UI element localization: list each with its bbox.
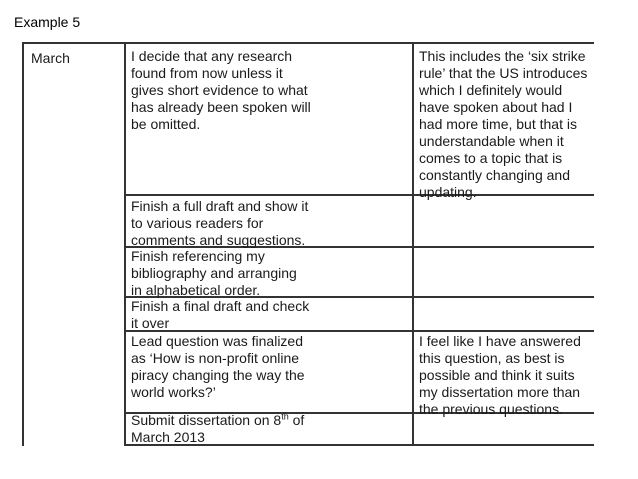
- table-left-border: [22, 42, 24, 446]
- task-cell: Finish a full draft and show it to various readers for comments and suggestions.: [131, 198, 309, 248]
- task-cell: [131, 412, 407, 446]
- task-cell: Finish referencing my bibliography and arranging in alphabetical order.: [131, 248, 297, 298]
- task-text: of March 2013: [131, 412, 305, 445]
- task-cell: Lead question was finalized as ‘How is non-profit online piracy changing the way the world works?’: [131, 333, 305, 400]
- task-text: Submit dissertation on 8: [131, 412, 282, 428]
- comment-cell: This includes the ‘six strike rule’ that the US introduces which I definitely would have spoken about had I had more time, but that is understandable when it comes to a topic that is constantly changing and updating.: [419, 48, 588, 200]
- task-cell: I decide that any research found from now unless it gives short evidence to what has already been spoken will be omitted.: [131, 48, 311, 132]
- task-cell: Finish a final draft and check it over: [131, 298, 310, 331]
- table-column-divider: [124, 42, 126, 446]
- comment-cell: I feel like I have answered this question, as best is possible and think it suits my dissertation more than the previous questions.: [419, 333, 581, 417]
- table-top-border: [22, 42, 594, 44]
- document-table: [22, 42, 594, 446]
- month-cell: March: [31, 50, 70, 66]
- slide-label: Example 5: [14, 14, 81, 30]
- table-column-divider: [412, 42, 414, 446]
- ordinal-suffix: th: [281, 411, 289, 422]
